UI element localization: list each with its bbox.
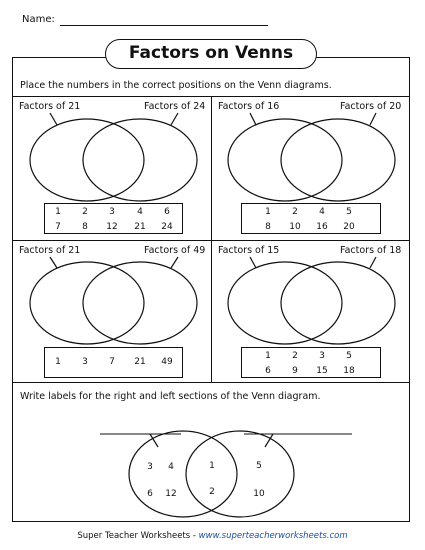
label-pointer (250, 113, 256, 125)
venn-left-circle (129, 431, 237, 517)
left-set-label: Factors of 15 (218, 245, 280, 256)
label-pointer (171, 113, 178, 125)
label-pointer (50, 257, 57, 268)
number-card[interactable]: 1 (55, 357, 61, 367)
number-card[interactable]: 3 (82, 357, 88, 367)
number-card[interactable]: 2 (82, 207, 88, 217)
number-card[interactable]: 49 (161, 357, 173, 367)
number-card[interactable]: 9 (292, 366, 298, 376)
footer (0, 531, 425, 541)
bottom-instruction: Write labels for the right and left sections of the Venn diagram. (20, 391, 321, 402)
right-set-label: Factors of 18 (340, 245, 402, 256)
label-pointer (370, 257, 376, 268)
venn-number: 12 (165, 489, 177, 499)
right-set-label: Factors of 20 (340, 101, 402, 112)
venn-number: 6 (147, 489, 153, 499)
number-card[interactable]: 21 (134, 357, 146, 367)
label-pointer (370, 113, 376, 125)
number-card[interactable]: 12 (106, 222, 118, 232)
number-card[interactable]: 8 (265, 222, 271, 232)
number-card[interactable]: 24 (161, 222, 173, 232)
venn-number: 2 (209, 487, 215, 497)
label-pointer (50, 113, 57, 125)
left-set-label: Factors of 21 (19, 245, 81, 256)
number-card[interactable]: 2 (292, 351, 298, 361)
worksheet-title: Factors on Venns (105, 39, 317, 69)
venn-right-circle (83, 119, 197, 201)
number-card[interactable]: 21 (134, 222, 146, 232)
footer-url[interactable]: www.superteacherworksheets.com (198, 531, 348, 541)
number-card[interactable]: 3 (109, 207, 115, 217)
venn-right-circle (186, 431, 294, 517)
number-card[interactable]: 20 (343, 222, 355, 232)
venn-left-circle (228, 262, 342, 344)
number-card[interactable]: 3 (319, 351, 325, 361)
venn-right-circle (281, 262, 395, 344)
number-card[interactable]: 1 (55, 207, 61, 217)
venn-right-circle (83, 262, 197, 344)
venn-number: 3 (147, 462, 153, 472)
venn-left-circle (30, 119, 144, 201)
venn-left-circle (228, 119, 342, 201)
right-set-label: Factors of 49 (144, 245, 206, 256)
number-card[interactable]: 6 (164, 207, 170, 217)
right-set-label: Factors of 24 (144, 101, 206, 112)
number-card[interactable]: 5 (346, 351, 352, 361)
number-card[interactable]: 4 (137, 207, 143, 217)
number-card[interactable]: 4 (319, 207, 325, 217)
number-card[interactable]: 1 (265, 351, 271, 361)
number-card[interactable]: 15 (316, 366, 328, 376)
number-card[interactable]: 8 (82, 222, 88, 232)
left-set-label: Factors of 21 (19, 101, 81, 112)
venn-number: 1 (209, 461, 215, 471)
number-card[interactable]: 7 (109, 357, 115, 367)
number-card[interactable]: 5 (346, 207, 352, 217)
venn-right-circle (281, 119, 395, 201)
number-card[interactable]: 1 (265, 207, 271, 217)
venn-number: 5 (256, 461, 262, 471)
label-pointer (171, 257, 178, 268)
instruction-text: Place the numbers in the correct positions on the Venn diagrams. (20, 80, 332, 91)
number-card[interactable]: 7 (55, 222, 61, 232)
venn-left-circle (30, 262, 144, 344)
number-card[interactable]: 18 (343, 366, 355, 376)
venn-number: 10 (253, 489, 265, 499)
venn-number: 4 (168, 462, 174, 472)
label-pointer (250, 257, 256, 268)
number-card[interactable]: 10 (289, 222, 301, 232)
left-set-label: Factors of 16 (218, 101, 280, 112)
number-card[interactable]: 2 (292, 207, 298, 217)
footer-brand: Super Teacher Worksheets - (77, 531, 199, 541)
number-card[interactable]: 6 (265, 366, 271, 376)
number-card[interactable]: 16 (316, 222, 328, 232)
name-label: Name: (22, 14, 55, 25)
